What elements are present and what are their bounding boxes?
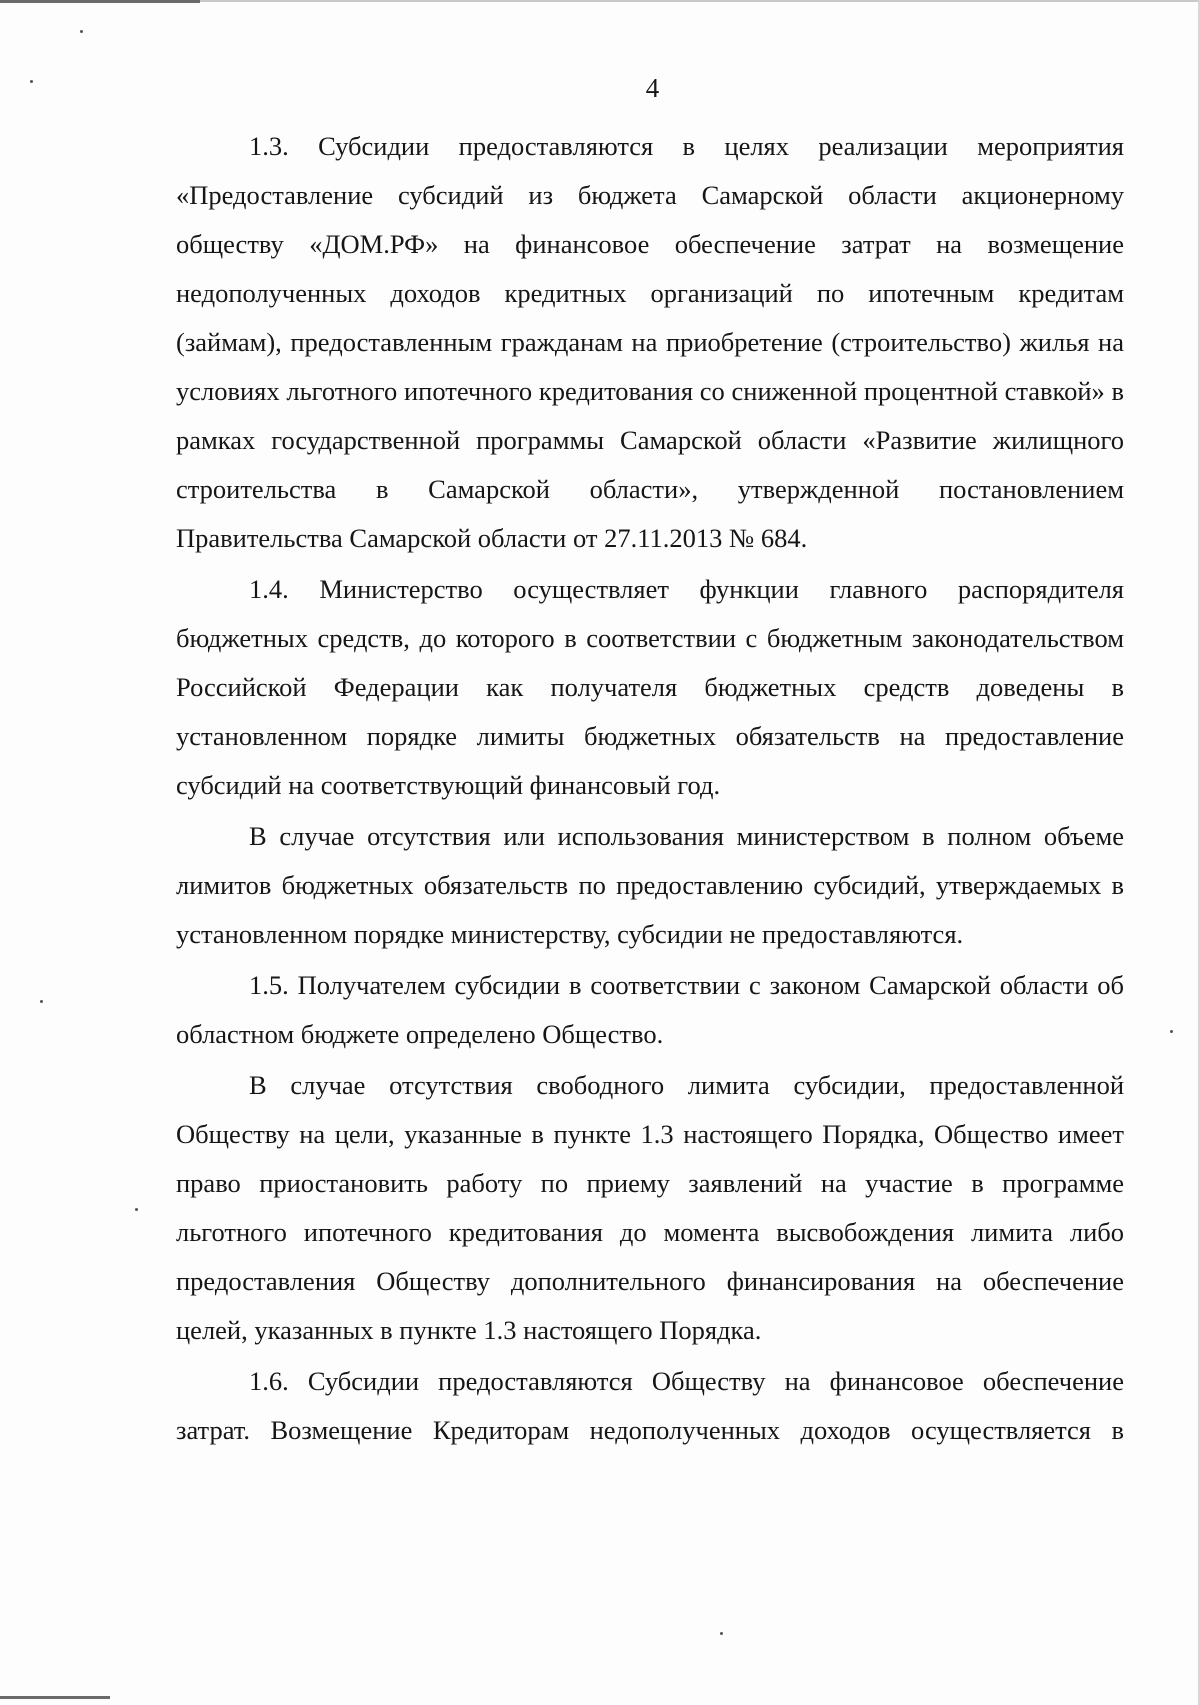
- scan-speck: [80, 30, 83, 33]
- scan-speck: [720, 1632, 723, 1635]
- paragraph-1-6: 1.6. Субсидии предоставляются Обществу на финансовое обеспечение затрат. Возмещение Кредиторам недополученных доходов осуществляется в: [176, 1366, 1124, 1445]
- paragraph-1-3: 1.3. Субсидии предоставляются в целях реализации мероприятия «Предоставление субсидий из бюджета Самарской области акционерному обществу «ДОМ.РФ» на финансовое обеспечение затрат на возмещение недополученных доходов кредитных организаций по ипотечным кредитам (займам), предоставленным гражданам на приобретение (строительство) жилья на условиях льготного ипотечного кредитования со сниженной процентной ставкой» в рамках государственной программы Самарской области «Развитие жилищного строительства в Самарской области», утвержденной постановлением Правительства Самарской области от 27.11.2013 № 684.: [176, 131, 1124, 553]
- paragraph-free-limit-absence: В случае отсутствия свободного лимита субсидии, предоставленной Обществу на цели, указанные в пункте 1.3 настоящего Порядка, Общество имеет право приостановить работу по приему заявлений на участие в программе льготного ипотечного кредитования до момента высвобождения лимита либо предоставления Обществу дополнительного финансирования на обеспечение целей, указанных в пункте 1.3 настоящего Порядка.: [176, 1070, 1124, 1345]
- scan-edge-top-mark: [0, 0, 200, 3]
- paragraph-1-5: 1.5. Получателем субсидии в соответствии с законом Самарской области об областном бюджете определено Общество.: [176, 970, 1124, 1049]
- scan-speck: [40, 1000, 43, 1003]
- scan-speck: [1170, 1030, 1173, 1033]
- scan-speck: [135, 1208, 138, 1211]
- paragraph-1-4: 1.4. Министерство осуществляет функции главного распорядителя бюджетных средств, до которого в соответствии с бюджетным законодательством Российской Федерации как получателя бюджетных средств доведены в установленном порядке лимиты бюджетных обязательств на предоставление субсидий на соответствующий финансовый год.: [176, 574, 1124, 800]
- page-number: 4: [645, 73, 660, 103]
- document-body: [176, 122, 1124, 1455]
- scan-edge-bottom-mark: [0, 1696, 110, 1699]
- paragraph-limits-absence: В случае отсутствия или использования министерством в полном объеме лимитов бюджетных обязательств по предоставлению субсидий, утверждаемых в установленном порядке министерству, субсидии не предоставляются.: [176, 821, 1124, 949]
